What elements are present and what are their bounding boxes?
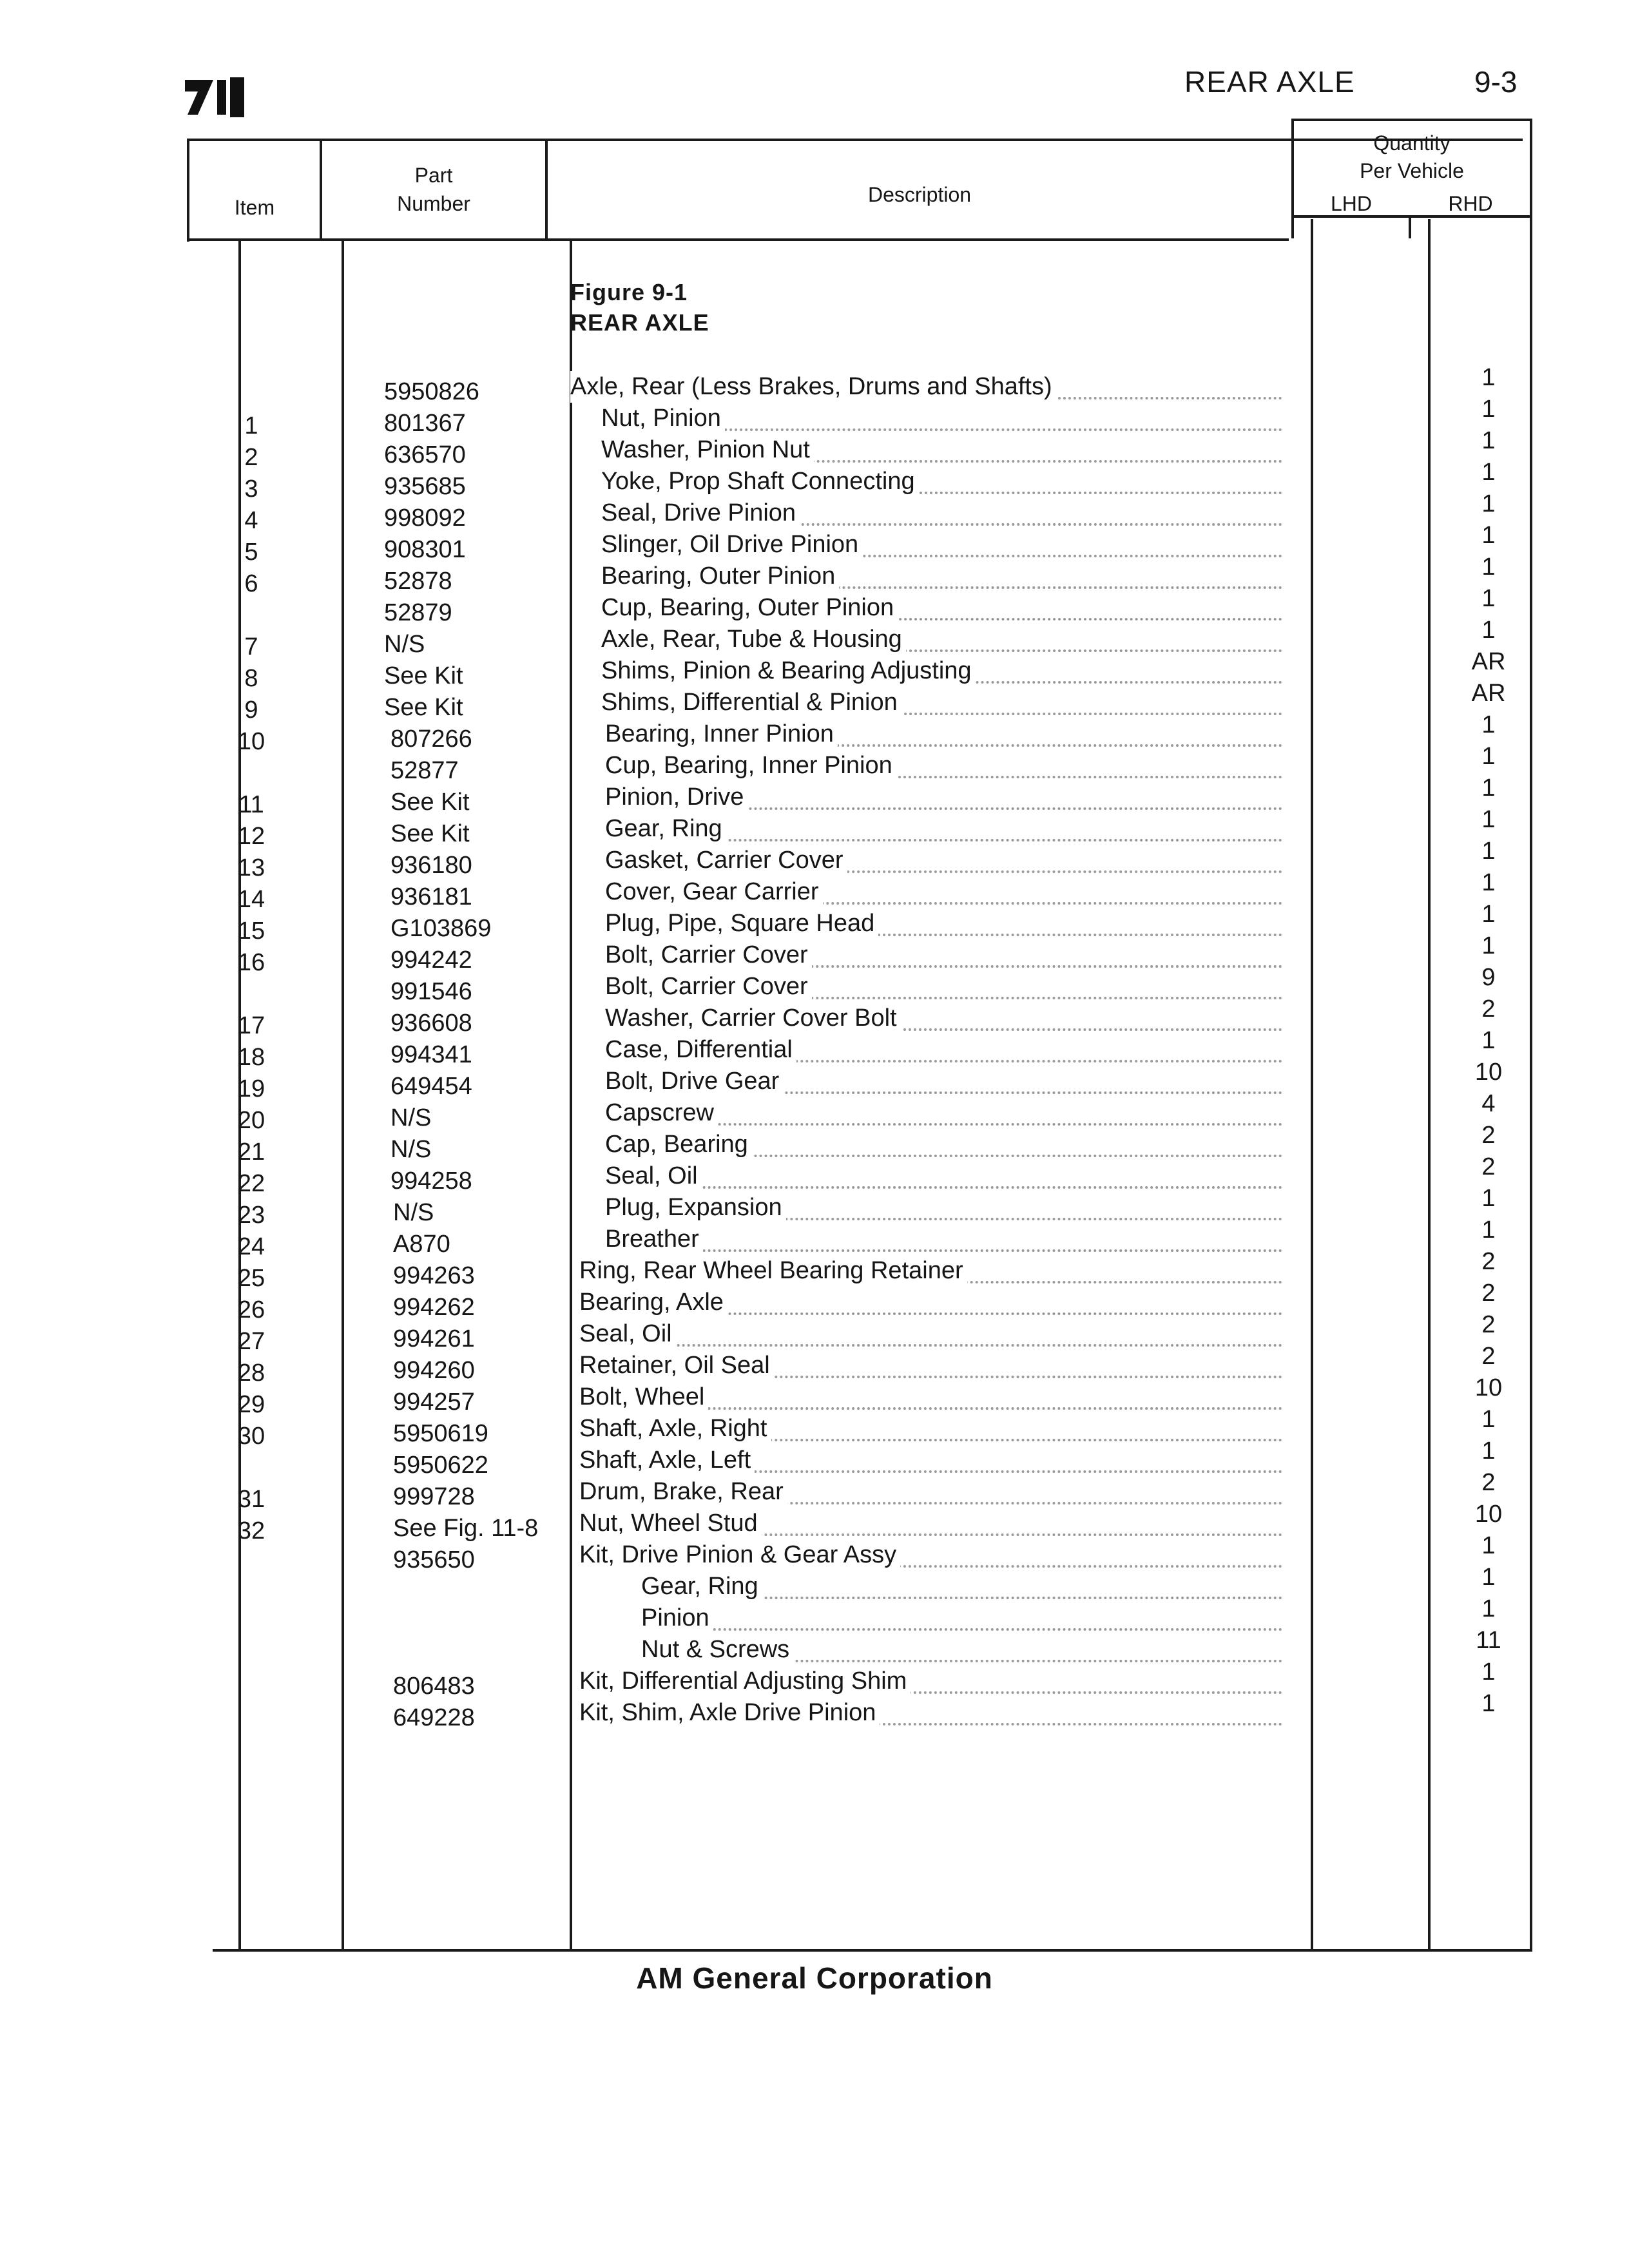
quantity-rhd: AR [1471,680,1506,707]
part-number: G103869 [390,915,492,942]
quantity-rhd: 10 [1474,1374,1503,1401]
part-description: Nut & Screws [641,1634,793,1666]
item-number: 15 [237,918,265,945]
item-number: 19 [237,1075,265,1102]
item-number: 8 [244,665,258,692]
quantity-rhd: 2 [1481,1122,1496,1149]
column-header-item: Item [234,196,275,219]
part-description: Bearing, Outer Pinion [601,561,839,592]
part-description: Retainer, Oil Seal [579,1350,774,1381]
item-number: 30 [237,1423,265,1450]
part-number: 936608 [390,1010,472,1037]
part-description: Axle, Rear (Less Brakes, Drums and Shafts) [570,371,1056,403]
quantity-rhd: 2 [1481,1153,1496,1180]
quantity-rhd: 1 [1481,617,1496,644]
part-description: Cover, Gear Carrier [605,876,823,908]
item-number: 2 [244,444,258,471]
part-description: Pinion, Drive [605,782,747,813]
part-number: See Kit [390,820,470,847]
column-header-lhd: LHD [1330,192,1372,215]
quantity-rhd: 1 [1481,364,1496,391]
part-description: Capscrew [605,1097,718,1129]
item-number: 26 [237,1296,265,1323]
item-number: 28 [237,1360,265,1387]
part-number: 807266 [390,726,472,753]
part-description: Shims, Differential & Pinion [601,687,901,718]
part-description: Kit, Shim, Axle Drive Pinion [579,1697,880,1729]
part-description: Case, Differential [605,1034,796,1066]
part-number: 636570 [384,441,466,468]
item-number: 10 [237,728,265,755]
part-number: 52878 [384,568,452,595]
part-description: Cup, Bearing, Inner Pinion [605,750,896,782]
item-number: 32 [237,1517,265,1544]
part-number: 806483 [393,1673,475,1700]
item-number: 20 [237,1107,265,1134]
item-number: 22 [237,1170,265,1197]
part-description: Bearing, Axle [579,1287,728,1318]
part-description: Bolt, Carrier Cover [605,971,812,1003]
part-number: 649454 [390,1073,472,1100]
item-number: 1 [244,412,258,439]
part-number: 994261 [393,1325,475,1352]
part-description: Nut, Pinion [601,403,725,434]
part-number: See Kit [384,694,463,721]
part-description: Plug, Expansion [605,1192,786,1224]
item-number: 23 [237,1202,265,1229]
part-number: 52879 [384,599,452,626]
part-description: Bearing, Inner Pinion [605,718,838,750]
item-number: 14 [237,886,265,913]
quantity-rhd: 1 [1481,490,1496,517]
part-number: 5950826 [384,378,479,405]
part-description: Pinion [641,1602,713,1634]
part-description: Plug, Pipe, Square Head [605,908,878,939]
dot-leader [641,1602,1282,1631]
column-header-part-number-line2: Number [397,192,470,215]
part-description: Kit, Drive Pinion & Gear Assy [579,1539,900,1571]
part-number: N/S [390,1136,432,1163]
part-number: 801367 [384,410,466,437]
quantity-rhd: 1 [1481,459,1496,486]
figure-title: REAR AXLE [570,309,709,336]
quantity-rhd: 2 [1481,1343,1496,1370]
part-description: Washer, Pinion Nut [601,434,814,466]
quantity-rhd: 2 [1481,995,1496,1023]
quantity-rhd: 2 [1481,1469,1496,1496]
item-number: 27 [237,1328,265,1355]
item-number: 16 [237,949,265,976]
part-description: Seal, Oil [605,1160,702,1192]
quantity-rhd: 1 [1481,553,1496,581]
part-description: Seal, Drive Pinion [601,497,800,529]
quantity-rhd: 1 [1481,1406,1496,1433]
item-number: 9 [244,697,258,724]
part-number: N/S [384,631,425,658]
part-description: Drum, Brake, Rear [579,1476,787,1508]
quantity-rhd: 1 [1481,1690,1496,1717]
item-number: 17 [237,1012,265,1039]
quantity-rhd: 1 [1481,522,1496,549]
quantity-rhd: 10 [1474,1501,1503,1528]
part-number: 998092 [384,505,466,532]
quantity-rhd: 1 [1481,427,1496,454]
part-description: Nut, Wheel Stud [579,1508,762,1539]
part-description: Gasket, Carrier Cover [605,845,847,876]
part-number: 5950619 [393,1420,488,1447]
quantity-rhd: 10 [1474,1059,1503,1086]
item-number: 13 [237,854,265,881]
quantity-rhd: 11 [1476,1627,1501,1654]
page-header-title: REAR AXLE [1184,65,1355,99]
quantity-rhd: 9 [1481,964,1496,991]
item-number: 29 [237,1391,265,1418]
column-header-quantity-line2: Per Vehicle [1360,159,1464,182]
item-number: 18 [237,1044,265,1071]
part-description: Axle, Rear, Tube & Housing [601,624,906,655]
part-description: Washer, Carrier Cover Bolt [605,1003,901,1034]
quantity-rhd: 1 [1481,806,1496,833]
part-description: Ring, Rear Wheel Bearing Retainer [579,1255,967,1287]
quantity-rhd: AR [1471,648,1506,675]
dot-leader [605,1160,1282,1189]
quantity-rhd: 1 [1481,774,1496,802]
part-number: 994242 [390,947,472,974]
part-number: N/S [390,1104,432,1131]
part-number: 994263 [393,1262,475,1289]
quantity-rhd: 1 [1481,585,1496,612]
quantity-rhd: 1 [1481,396,1496,423]
part-description: Gear, Ring [605,813,726,845]
figure-label: Figure 9-1 [570,279,688,305]
part-number: 5950622 [393,1452,488,1479]
part-number: 991546 [390,978,472,1005]
quantity-rhd: 1 [1481,1027,1496,1054]
part-description: Cup, Bearing, Outer Pinion [601,592,898,624]
quantity-rhd: 2 [1481,1248,1496,1275]
part-number: 994260 [393,1357,475,1384]
part-number: See Kit [390,789,470,816]
item-number: 7 [244,633,258,660]
part-description: Bolt, Drive Gear [605,1066,783,1097]
part-number: 935650 [393,1546,475,1573]
part-number: See Fig. 11-8 [393,1515,539,1542]
item-number: 12 [237,823,265,850]
item-number: 6 [244,570,258,597]
part-number: 994341 [390,1041,472,1068]
quantity-rhd: 1 [1481,869,1496,896]
column-header-quantity-line1: Quantity [1373,131,1451,155]
item-number: 24 [237,1233,265,1260]
part-description: Bolt, Carrier Cover [605,939,812,971]
quantity-rhd: 1 [1481,1595,1496,1622]
part-number: 994262 [393,1294,475,1321]
page-footer: AM General Corporation [636,1961,993,1995]
part-description: Breather [605,1224,703,1255]
part-description: Shaft, Axle, Right [579,1413,771,1445]
part-number: 999728 [393,1483,475,1510]
part-description: Cap, Bearing [605,1129,752,1160]
part-number: 936180 [390,852,472,879]
part-description: Shims, Pinion & Bearing Adjusting [601,655,976,687]
item-number: 11 [238,791,264,818]
part-number: 649228 [393,1704,475,1731]
quantity-rhd: 1 [1481,838,1496,865]
quantity-rhd: 1 [1481,1216,1496,1244]
item-number: 3 [244,476,258,503]
quantity-rhd: 2 [1481,1311,1496,1338]
item-number: 21 [237,1139,265,1166]
item-number: 31 [237,1486,265,1513]
column-header-rhd: RHD [1448,192,1493,215]
quantity-rhd: 1 [1481,1658,1496,1686]
part-description: Gear, Ring [641,1571,762,1602]
part-description: Shaft, Axle, Left [579,1445,755,1476]
column-header-part-number-line1: Part [414,164,453,187]
part-number: 936181 [390,883,472,910]
quantity-rhd: 1 [1481,743,1496,770]
quantity-rhd: 1 [1481,932,1496,959]
quantity-rhd: 4 [1481,1090,1496,1117]
part-number: See Kit [384,662,463,689]
part-number: 52877 [390,757,459,784]
page-number: 9-3 [1474,65,1518,99]
item-number: 25 [237,1265,265,1292]
part-number: 994257 [393,1389,475,1416]
part-description: Seal, Oil [579,1318,676,1350]
part-number: N/S [393,1199,434,1226]
part-number: A870 [393,1231,450,1258]
quantity-rhd: 1 [1481,1437,1496,1465]
column-header-description: Description [867,183,972,206]
part-description: Yoke, Prop Shaft Connecting [601,466,919,497]
part-description: Kit, Differential Adjusting Shim [579,1666,911,1697]
item-number: 4 [244,507,258,534]
part-description: Slinger, Oil Drive Pinion [601,529,862,561]
quantity-rhd: 2 [1481,1280,1496,1307]
part-number: 994258 [390,1168,472,1195]
quantity-rhd: 1 [1481,1564,1496,1591]
dot-leader [579,1318,1282,1347]
part-number: 908301 [384,536,466,563]
item-number: 5 [244,539,258,566]
quantity-rhd: 1 [1481,901,1496,928]
dot-leader [605,1224,1282,1252]
quantity-rhd: 1 [1481,711,1496,738]
part-number: 935685 [384,473,466,500]
quantity-rhd: 1 [1481,1185,1496,1212]
part-description: Bolt, Wheel [579,1381,708,1413]
quantity-rhd: 1 [1481,1532,1496,1559]
